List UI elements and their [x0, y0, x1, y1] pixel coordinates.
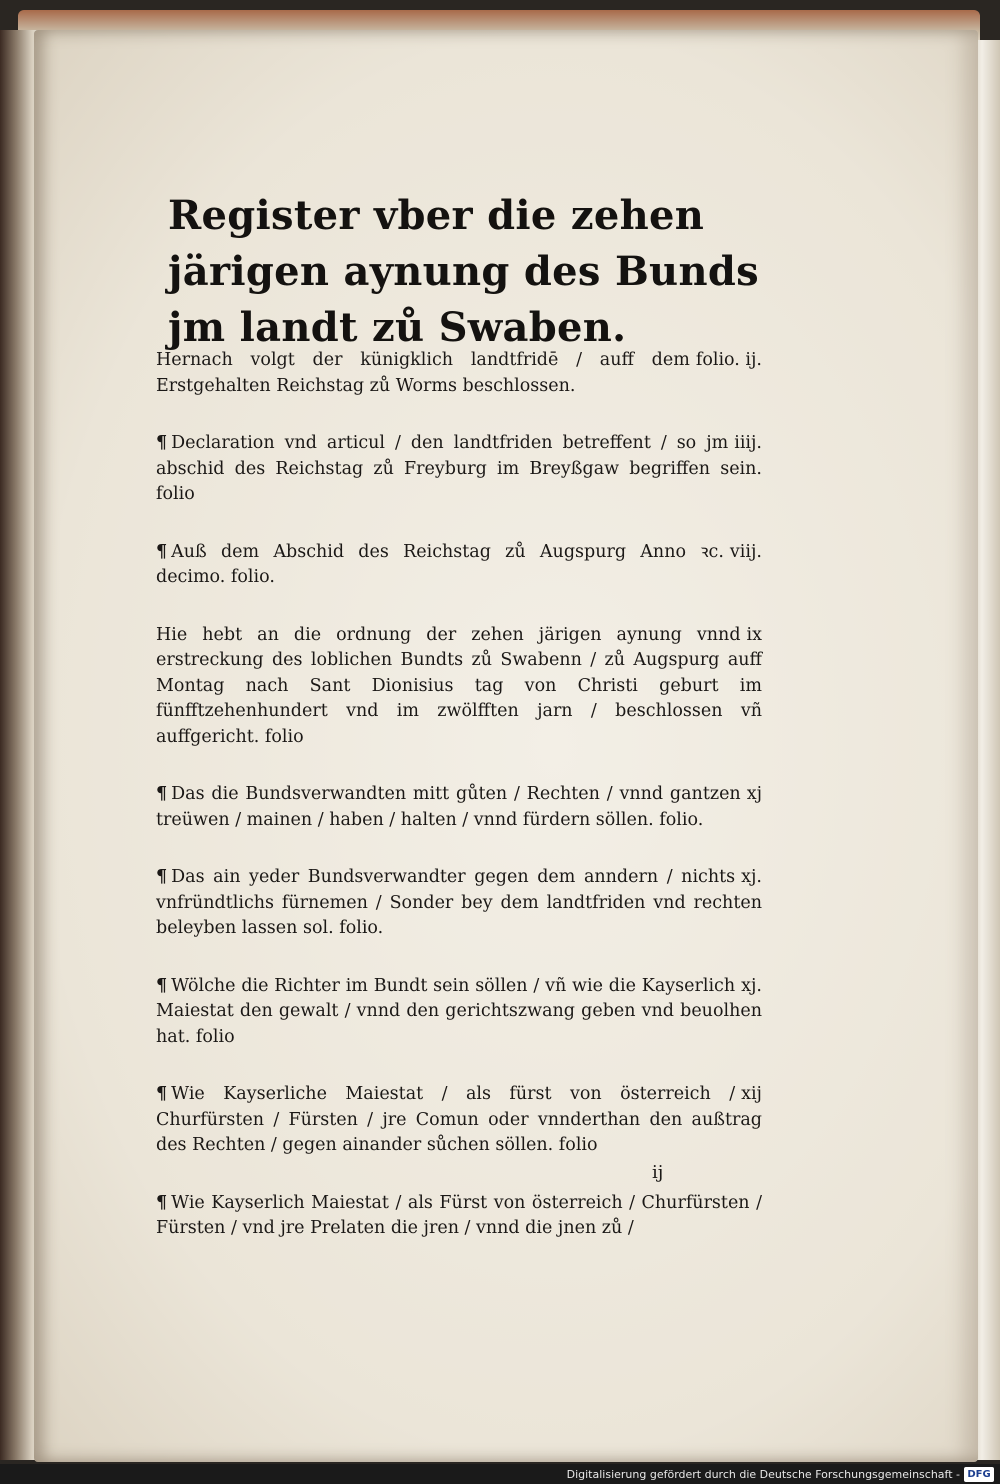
entry-text: Auß dem Abschid des Reichstag zů Augspurg Anno ꝛc. decimo. folio.: [156, 541, 724, 587]
entry-text: Wie Kayserlich Maiestat / als Fürst von österreich / Churfürsten / Fürsten / vnd jre Prelaten die jren / vnnd die jnen zů /: [156, 1192, 762, 1238]
folio-reference: xj.: [741, 975, 762, 996]
pilcrow-mark: ¶: [156, 975, 168, 996]
page-title: Register vber die zehen järigen aynung des Bunds jm landt zů Swaben.: [168, 192, 759, 351]
signature-mark: ij: [652, 1162, 664, 1183]
register-entry: [156, 348, 762, 399]
entry-text: Das die Bundsverwandten mitt gůten / Rechten / vnnd gantzen treüwen / mainen / haben / halten / vnnd fürdern söllen. folio.: [156, 784, 741, 830]
register-entry: [156, 540, 762, 591]
entry-text: Declaration vnd articul / den landtfriden betreffent / so jm abschid des Reichstag zů Freyburg im Breyßgaw begriffen sein. folio: [156, 433, 762, 504]
register-entry: [156, 1191, 762, 1242]
register-entry: [156, 623, 762, 751]
folio-reference: folio. ij.: [695, 350, 762, 370]
pilcrow-mark: ¶: [156, 541, 168, 562]
entry-text: Das ain yeder Bundsverwandter gegen dem anndern / nichts vnfründtlichs fürnemen / Sonder bey dem landtfriden vnd rechten beleyben lassen sol. folio.: [156, 867, 762, 938]
dfg-logo: DFG: [964, 1467, 994, 1482]
footer-credit: Digitalisierung gefördert durch die Deutsche Forschungsgemeinschaft -: [566, 1468, 960, 1481]
register-entry: [156, 865, 762, 942]
folio-reference: iiij.: [734, 433, 762, 453]
folio-reference: viij.: [729, 541, 762, 562]
folio-reference: xj.: [741, 867, 762, 887]
entry-text: Wölche die Richter im Bundt sein söllen / vñ wie die Kayserlich Maiestat den gewalt / vnnd den gerichtszwang geben vnd beuolhen hat. folio: [156, 975, 762, 1047]
entry-text: Wie Kayserliche Maiestat / als fürst von österreich / Churfürsten / Fürsten / jre Comun oder vnnderthan den außtrag des Rechten / gegen ainander sůchen söllen. folio: [156, 1084, 762, 1155]
entry-text: Hie hebt an die ordnung der zehen järigen aynung vnnd erstreckung des loblichen Bundts zů Swabenn / zů Augspurg auff Montag nach Sant Dionisius tag von Christi geburt im fünfftzehenhundert vnd im zwölfften jarn / beschlossen vñ auffgericht. folio: [156, 624, 762, 747]
pilcrow-mark: ¶: [156, 433, 168, 453]
folio-reference: ix: [746, 624, 762, 645]
pilcrow-mark: ¶: [156, 784, 168, 804]
register-entries: [156, 348, 762, 1274]
pilcrow-mark: ¶: [156, 1084, 168, 1104]
pilcrow-mark: ¶: [156, 1192, 168, 1213]
folio-reference: xj: [746, 784, 762, 804]
register-entry: [156, 431, 762, 508]
register-entry: [156, 782, 762, 833]
register-entry: [156, 974, 762, 1051]
folio-reference: xij: [741, 1084, 762, 1104]
register-entry: [156, 1082, 762, 1159]
entry-text: Hernach volgt der künigklich landtfridē / auff dem Erstgehalten Reichstag zů Worms beschlossen.: [156, 350, 690, 396]
pilcrow-mark: ¶: [156, 867, 168, 887]
